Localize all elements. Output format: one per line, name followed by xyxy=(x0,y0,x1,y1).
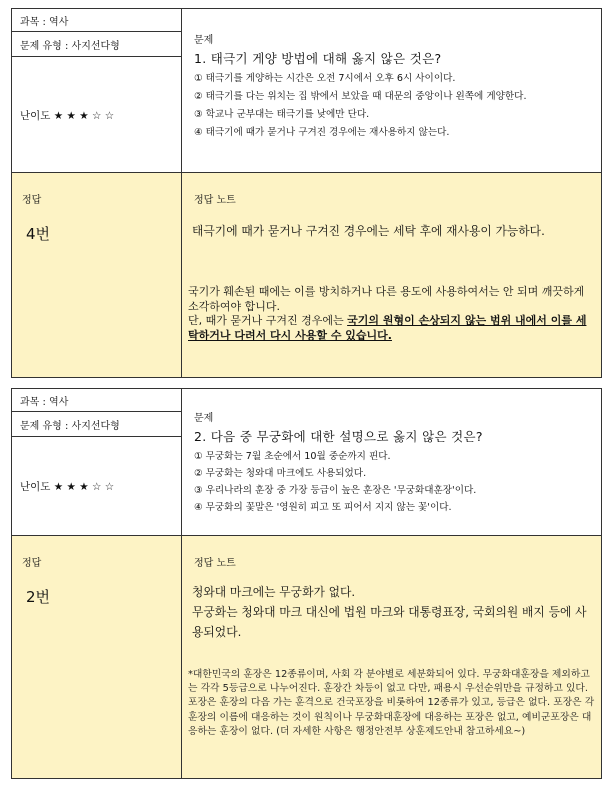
option-item: ③ 우리나라의 훈장 중 가장 등급이 높은 훈장은 '무궁화대훈장'이다. xyxy=(194,485,477,496)
answer-label: 정답 xyxy=(22,558,42,569)
option-item: ① 태극기를 게양하는 시간은 오전 7시에서 오후 6시 사이이다. xyxy=(194,73,456,84)
option-item: ④ 태극기에 때가 묻거나 구겨진 경우에는 재사용하지 않는다. xyxy=(194,127,450,138)
question-label: 문제 xyxy=(194,35,214,46)
answer-section xyxy=(12,173,601,377)
question-column xyxy=(182,389,601,535)
note-main-line: 청와대 마크에는 무궁화가 없다. xyxy=(192,585,356,599)
option-item: ② 태극기를 다는 위치는 집 밖에서 보았을 때 대문의 중앙이나 왼쪽에 게양한다. xyxy=(194,91,527,102)
question-card-1 xyxy=(11,8,602,378)
meta-column xyxy=(12,9,182,172)
option-item: ② 무궁화는 청와대 마크에도 사용되었다. xyxy=(194,468,367,479)
answer-note-column xyxy=(182,173,601,377)
question-type-label: 문제 유형 : 사지선다형 xyxy=(12,412,181,437)
question-section xyxy=(12,389,601,536)
answer-note-label: 정답 노트 xyxy=(194,558,236,569)
answer-column xyxy=(12,173,182,377)
difficulty-rating: 난이도 ★ ★ ★ ☆ ☆ xyxy=(20,109,115,122)
answer-note-detail xyxy=(188,285,595,343)
answer-note-main xyxy=(192,582,595,642)
question-label: 문제 xyxy=(194,413,214,424)
option-item: ④ 무궁화의 꽃말은 '영원히 피고 또 피어서 지지 않는 꽃'이다. xyxy=(194,502,452,513)
option-item: ③ 학교나 군부대는 태극기를 낮에만 단다. xyxy=(194,109,370,120)
answer-note-main: 태극기에 때가 묻거나 구겨진 경우에는 세탁 후에 재사용이 가능하다. xyxy=(192,224,545,238)
subject-label: 과목 : 역사 xyxy=(12,389,181,412)
answer-column xyxy=(12,536,182,778)
answer-label: 정답 xyxy=(22,195,42,206)
answer-note-column xyxy=(182,536,601,778)
question-title: 1. 태극기 게양 방법에 대해 옳지 않은 것은? xyxy=(194,51,442,66)
answer-value: 4번 xyxy=(26,225,51,243)
option-list xyxy=(194,449,593,515)
answer-section xyxy=(12,536,601,778)
note-detail-text: 단, 때가 묻거나 구겨진 경우에는 xyxy=(188,314,348,327)
question-section xyxy=(12,9,601,173)
option-list xyxy=(194,71,593,140)
question-type-label: 문제 유형 : 사지선다형 xyxy=(12,32,181,57)
answer-value: 2번 xyxy=(26,588,51,606)
option-item: ① 무궁화는 7월 초순에서 10월 중순까지 핀다. xyxy=(194,451,391,462)
question-title: 2. 다음 중 무궁화에 대한 설명으로 옳지 않은 것은? xyxy=(194,429,483,444)
difficulty-rating: 난이도 ★ ★ ★ ☆ ☆ xyxy=(20,481,115,493)
subject-label: 과목 : 역사 xyxy=(12,9,181,32)
question-column xyxy=(182,9,601,172)
meta-column xyxy=(12,389,182,535)
question-card-2 xyxy=(11,388,602,779)
answer-note-footnote: *대한민국의 훈장은 12종류이며, 사회 각 분야별로 세분화되어 있다. 무궁화대훈장을 제외하고는 각각 5등급으로 나누어진다. 훈장간 차등이 없고 다만, 패용시 우선순위만을 규정하고 있다. 포장은 훈장의 다음 가는 훈격으로 건국포장을 비롯하여 12종류가 있고, 등급은 없다. 포장은 각 훈장의 이름에 대응하는 것이 원칙이나 무궁화대훈장에 대응하는 포장은 없고, 예비군포장은 대응하는 훈장이 없다. (더 자세한 사항은 행정안전부 상훈제도안내 참고하세요~) xyxy=(188,669,595,737)
note-detail-emphasis: 국기의 원형이 손상되지 않는 범위 내에서 이를 세탁하거나 다려서 다시 사용할 수 있습니다. xyxy=(188,314,587,342)
answer-note-label: 정답 노트 xyxy=(194,195,236,206)
note-main-line: 무궁화는 청와대 마크 대신에 법원 마크와 대통령표장, 국회의원 배지 등에 사용되었다. xyxy=(192,605,587,639)
note-detail-text: 국기가 훼손된 때에는 이를 방치하거나 다른 용도에 사용하여서는 안 되며 깨끗하게 소각하여야 합니다. xyxy=(188,285,585,313)
